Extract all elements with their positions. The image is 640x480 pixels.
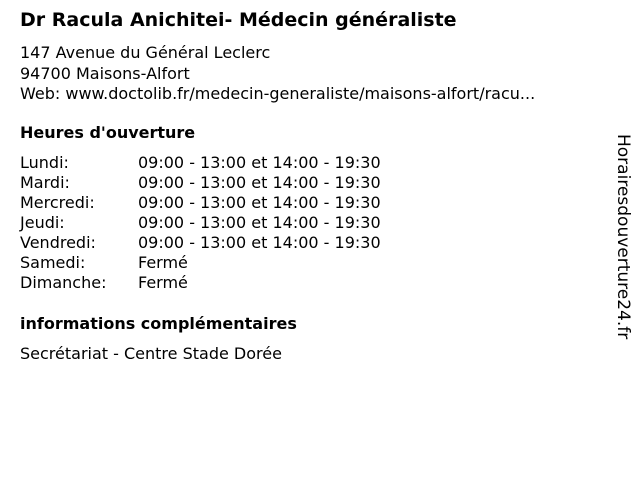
day-label: Lundi: [20,153,69,172]
additional-info-text: Secrétariat - Centre Stade Dorée [20,344,282,363]
page-title: Dr Racula Anichitei- Médecin généraliste [20,9,457,31]
day-label: Vendredi: [20,233,96,252]
hours-value: 09:00 - 13:00 et 14:00 - 19:30 [138,193,381,212]
address-city: 94700 Maisons-Alfort [20,64,190,83]
day-label: Samedi: [20,253,86,272]
website-link[interactable]: Web: www.doctolib.fr/medecin-generaliste/maisons-alfort/racu... [20,84,536,103]
hours-value: 09:00 - 13:00 et 14:00 - 19:30 [138,233,381,252]
day-label: Mercredi: [20,193,95,212]
hours-value: Fermé [138,253,188,272]
day-label: Jeudi: [20,213,65,232]
day-label: Dimanche: [20,273,107,292]
hours-value: 09:00 - 13:00 et 14:00 - 19:30 [138,153,381,172]
hours-value: 09:00 - 13:00 et 14:00 - 19:30 [138,173,381,192]
address-street: 147 Avenue du Général Leclerc [20,43,271,62]
additional-info-heading: informations complémentaires [20,314,297,333]
day-label: Mardi: [20,173,70,192]
hours-value: Fermé [138,273,188,292]
site-watermark: Horairesdouverture24.fr [613,134,633,340]
opening-hours-heading: Heures d'ouverture [20,123,196,142]
hours-value: 09:00 - 13:00 et 14:00 - 19:30 [138,213,381,232]
